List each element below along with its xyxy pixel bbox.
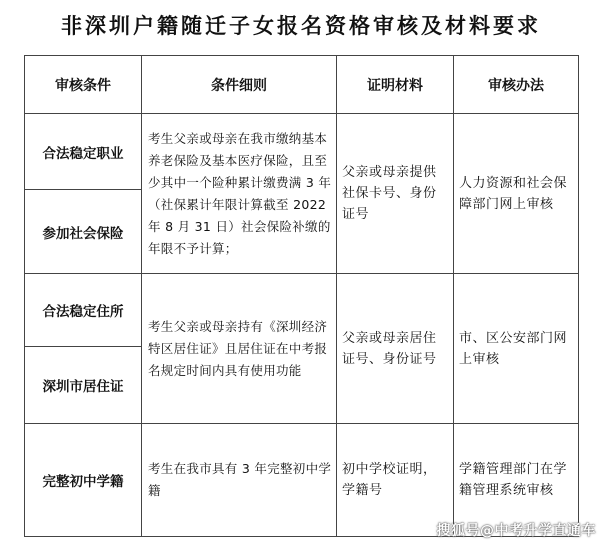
- table-row: [25, 274, 579, 347]
- detail-cell: 考生在我市具有 3 年完整初中学籍: [142, 424, 337, 537]
- materials-cell: 父亲或母亲提供社保卡号、身份证号: [337, 114, 454, 274]
- condition-cell: 参加社会保险: [25, 190, 142, 274]
- header-method: 审核办法: [454, 56, 579, 114]
- requirements-table: [24, 55, 579, 537]
- condition-cell: 深圳市居住证: [25, 347, 142, 424]
- header-condition: 审核条件: [25, 56, 142, 114]
- condition-cell: 合法稳定职业: [25, 114, 142, 190]
- detail-cell: 考生父亲或母亲在我市缴纳基本养老保险及基本医疗保险，且至少其中一个险种累计缴费满 3 年（社保累计年限计算截至 2022 年 8 月 31 日）社会保险补缴的年限不予计算；: [142, 114, 337, 274]
- header-materials: 证明材料: [337, 56, 454, 114]
- detail-cell: 考生父亲或母亲持有《深圳经济特区居住证》且居住证在中考报名规定时间内具有使用功能: [142, 274, 337, 424]
- table-row: [25, 114, 579, 190]
- method-cell: 市、区公安部门网上审核: [454, 274, 579, 424]
- materials-cell: 初中学校证明，学籍号: [337, 424, 454, 537]
- materials-cell: 父亲或母亲居住证号、身份证号: [337, 274, 454, 424]
- table-header-row: [25, 56, 579, 114]
- page-title: 非深圳户籍随迁子女报名资格审核及材料要求: [61, 13, 541, 38]
- method-cell: 人力资源和社会保障部门网上审核: [454, 114, 579, 274]
- condition-cell: 完整初中学籍: [25, 424, 142, 537]
- header-detail: 条件细则: [142, 56, 337, 114]
- method-cell: 学籍管理部门在学籍管理系统审核: [454, 424, 579, 537]
- condition-cell: 合法稳定住所: [25, 274, 142, 347]
- watermark: 搜狐号@中考升学直通车: [436, 523, 596, 539]
